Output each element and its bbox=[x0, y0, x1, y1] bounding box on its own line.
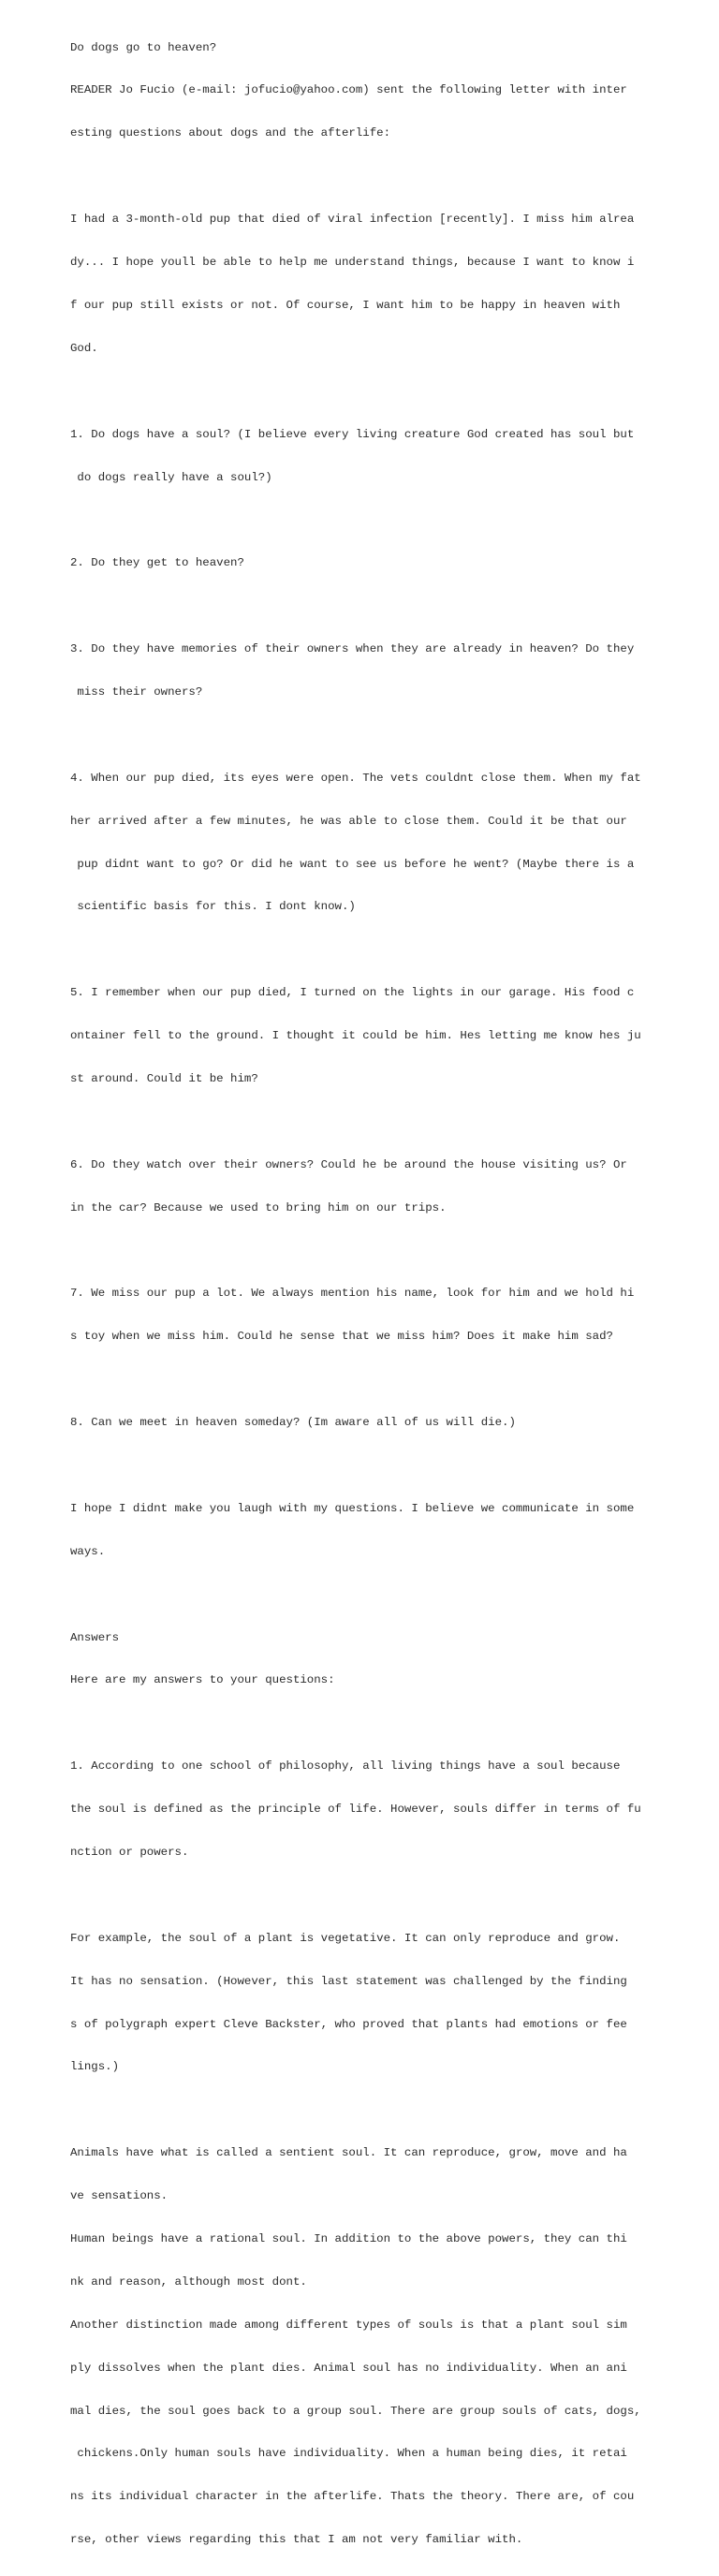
text-line: st around. Could it be him? bbox=[70, 1071, 258, 1085]
text-line: 7. We miss our pup a lot. We always mention his name, look for him and we hold hi bbox=[70, 1287, 635, 1301]
text-line: the soul is defined as the principle of life. However, souls differ in terms of fu bbox=[70, 1803, 641, 1817]
text-line: 8. Can we meet in heaven someday? (Im aware all of us will die.) bbox=[70, 1416, 516, 1430]
text-line: nk and reason, although most dont. bbox=[70, 2274, 307, 2289]
question-2 bbox=[70, 528, 669, 599]
soul-types-paragraph bbox=[70, 2118, 669, 2576]
answer-1 bbox=[70, 1731, 669, 1889]
text-line: s toy when we miss him. Could he sense that we miss him? Does it make him sad? bbox=[70, 1330, 613, 1344]
text-line: s of polygraph expert Cleve Backster, who proved that plants had emotions or fee bbox=[70, 2017, 627, 2031]
title-and-intro bbox=[70, 12, 669, 169]
text-line: f our pup still exists or not. Of course, I want him to be happy in heaven with bbox=[70, 298, 621, 312]
answers-heading bbox=[70, 1602, 669, 1716]
text-line: mal dies, the soul goes back to a group soul. There are group souls of cats, dogs, bbox=[70, 2404, 641, 2418]
intro-line: READER Jo Fucio (e-mail: jofucio@yahoo.com) sent the following letter with inter bbox=[70, 83, 627, 97]
text-line: scientific basis for this. I dont know.) bbox=[70, 900, 356, 914]
question-8 bbox=[70, 1388, 669, 1459]
question-4 bbox=[70, 743, 669, 943]
text-line: 1. According to one school of philosophy, all living things have a soul because bbox=[70, 1759, 621, 1774]
question-6 bbox=[70, 1129, 669, 1244]
text-line: Another distinction made among different types of souls is that a plant soul sim bbox=[70, 2318, 627, 2332]
text-line: Animals have what is called a sentient soul. It can reproduce, grow, move and ha bbox=[70, 2146, 627, 2160]
text-line: her arrived after a few minutes, he was able to close them. Could it be that our bbox=[70, 814, 627, 828]
text-line: God. bbox=[70, 341, 98, 355]
text-line: do dogs really have a soul?) bbox=[70, 470, 272, 484]
text-line: in the car? Because we used to bring him on our trips. bbox=[70, 1200, 447, 1214]
text-line: chickens.Only human souls have individuality. When a human being dies, it retai bbox=[70, 2447, 627, 2461]
text-line: ply dissolves when the plant dies. Animal soul has no individuality. When an ani bbox=[70, 2361, 627, 2375]
text-line: 4. When our pup died, its eyes were open. The vets couldnt close them. When my fat bbox=[70, 771, 641, 785]
text-line: 2. Do they get to heaven? bbox=[70, 556, 244, 570]
question-7 bbox=[70, 1259, 669, 1373]
text-line: ontainer fell to the ground. I thought it could be him. Hes letting me know hes ju bbox=[70, 1029, 641, 1043]
text-line: ways. bbox=[70, 1544, 106, 1558]
text-line: Human beings have a rational soul. In addition to the above powers, they can thi bbox=[70, 2232, 627, 2246]
text-line: Here are my answers to your questions: bbox=[70, 1673, 335, 1687]
article-title: Do dogs go to heaven? bbox=[70, 40, 217, 54]
text-line: I had a 3-month-old pup that died of viral infection [recently]. I miss him alrea bbox=[70, 213, 635, 227]
intro-line: esting questions about dogs and the afterlife: bbox=[70, 126, 391, 140]
text-line: 1. Do dogs have a soul? (I believe every living creature God created has soul but bbox=[70, 427, 635, 441]
question-3 bbox=[70, 613, 669, 728]
text-line: rse, other views regarding this that I am not very familiar with. bbox=[70, 2533, 523, 2547]
text-line: miss their owners? bbox=[70, 684, 203, 699]
text-line: pup didnt want to go? Or did he want to see us before he went? (Maybe there is a bbox=[70, 857, 635, 871]
text-line: nction or powers. bbox=[70, 1846, 189, 1859]
plant-soul-paragraph bbox=[70, 1903, 669, 2103]
text-line: For example, the soul of a plant is vegetative. It can only reproduce and grow. bbox=[70, 1931, 621, 1945]
text-line: 3. Do they have memories of their owners when they are already in heaven? Do they bbox=[70, 642, 635, 656]
text-line: It has no sensation. (However, this last statement was challenged by the finding bbox=[70, 1974, 627, 1988]
text-line: dy... I hope youll be able to help me understand things, because I want to know i bbox=[70, 256, 635, 270]
letter-closing bbox=[70, 1473, 669, 1587]
text-line: 5. I remember when our pup died, I turned on the lights in our garage. His food c bbox=[70, 986, 635, 1000]
text-line: ns its individual character in the afterlife. Thats the theory. There are, of cou bbox=[70, 2490, 635, 2504]
text-line: 6. Do they watch over their owners? Could he be around the house visiting us? Or bbox=[70, 1157, 627, 1171]
section-heading: Answers bbox=[70, 1630, 120, 1644]
question-5 bbox=[70, 958, 669, 1115]
letter-opening bbox=[70, 184, 669, 385]
question-1 bbox=[70, 399, 669, 513]
text-line: I hope I didnt make you laugh with my questions. I believe we communicate in some bbox=[70, 1501, 635, 1515]
document-page bbox=[70, 12, 669, 2576]
text-line: lings.) bbox=[70, 2060, 120, 2074]
text-line: ve sensations. bbox=[70, 2189, 169, 2203]
